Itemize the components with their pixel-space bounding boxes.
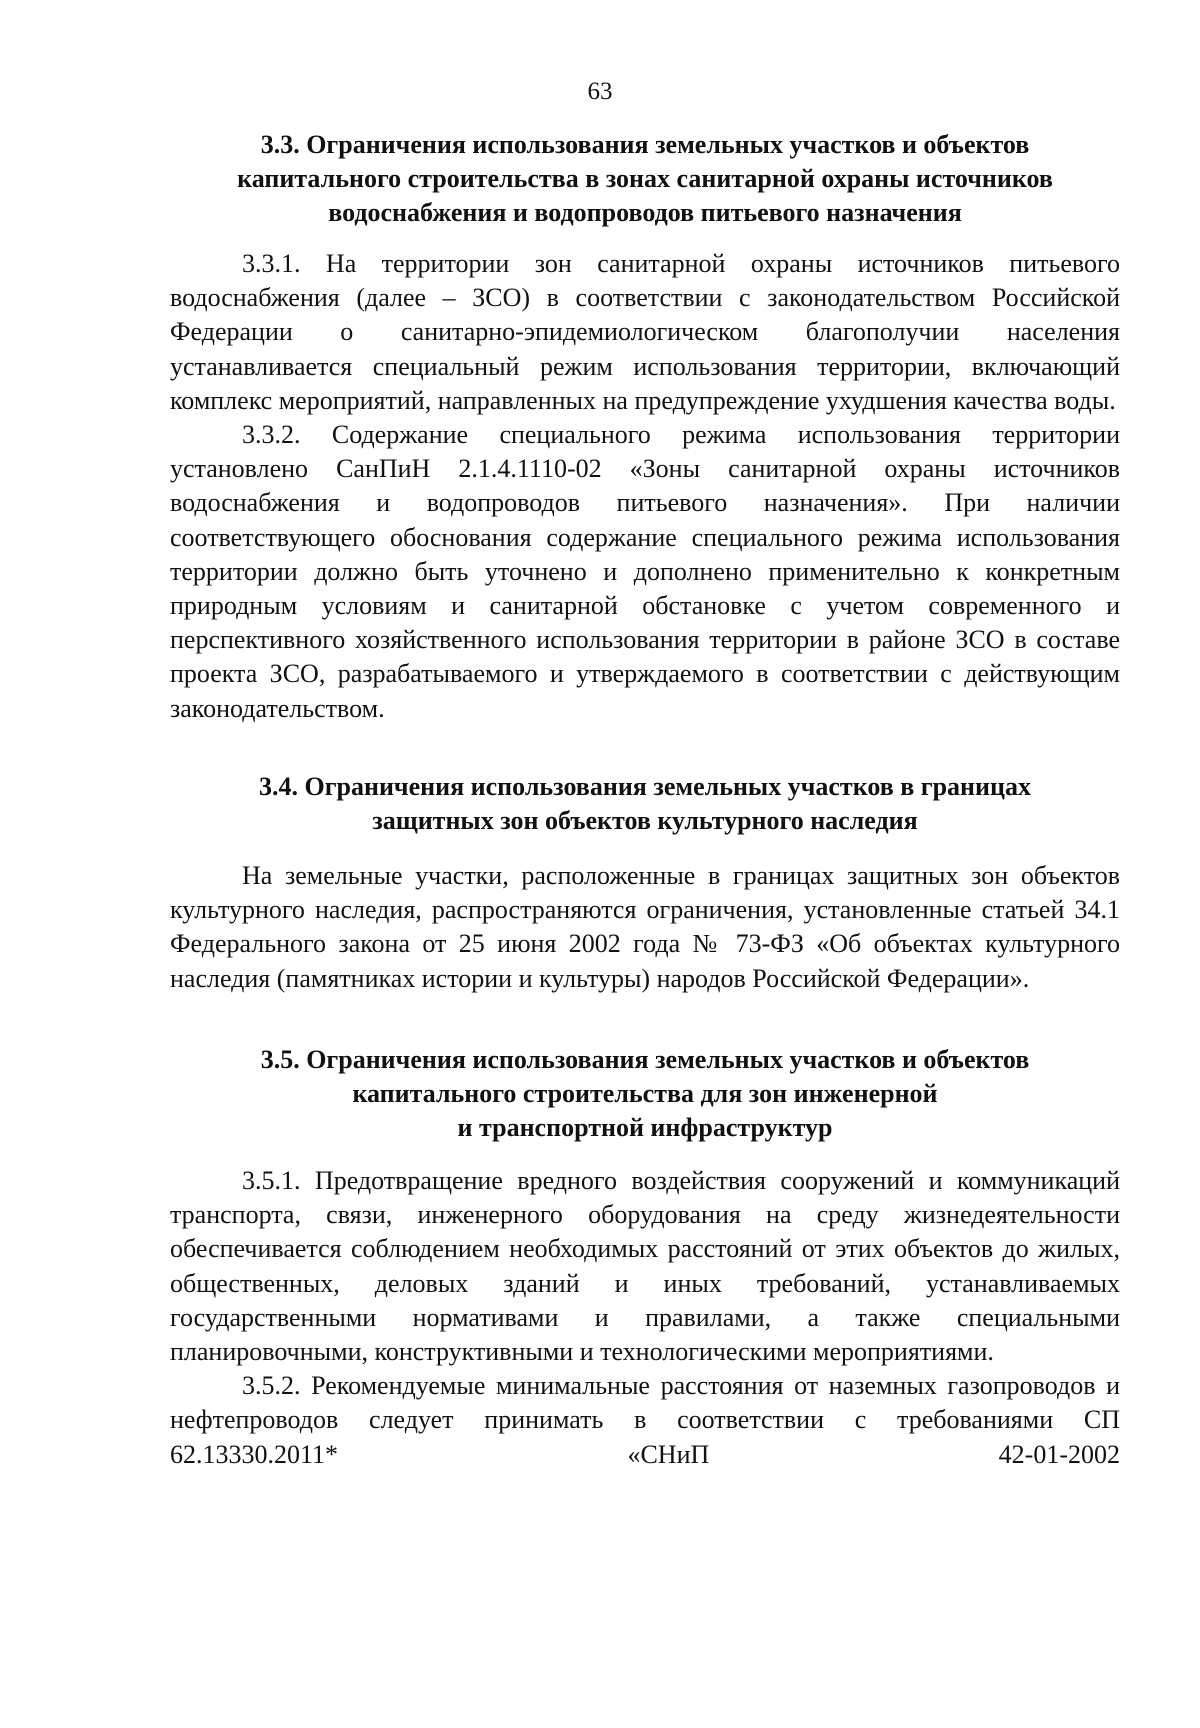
paragraph-3-4: На земельные участки, расположенные в границах защитных зон объектов культурного наследия, распространяются ограничения, установленные статьей 34.1 Федерального закона от 25 июня 2002 года № 73-ФЗ «Об объектах культурного наследия (памятниках истории и культуры) народов Российской Федерации». [170,861,1120,993]
paragraph-3-3-1: 3.3.1. На территории зон санитарной охраны источников питьевого водоснабжения (далее – ЗСО) в соответствии с законодательством Российской Федерации о санитарно-эпидемиологическом благополучии населения устанавливается специальный режим использования территории, включающий комплекс мероприятий, направленных на предупреждение ухудшения качества воды. [170,249,1120,415]
paragraph-3-5-1: 3.5.1. Предотвращение вредного воздействия сооружений и коммуникаций транспорта, связи, инженерного оборудования на среду жизнедеятельности обеспечивается соблюдением необходимых расстояний от этих объектов до жилых, общественных, деловых зданий и иных требований, устанавливаемых государственными нормативами и правилами, а также специальными планировочными, конструктивными и технологическими мероприятиями. [170,1166,1120,1367]
section-heading [170,770,1120,838]
heading-line: водоснабжения и водопроводов питьевого назначения [328,198,962,227]
heading-line: защитных зон объектов культурного наследия [372,806,918,835]
heading-line: 3.5. Ограничения использования земельных участков и объектов [260,1045,1030,1074]
section-3-4-body [170,859,1120,996]
section-heading [170,1043,1120,1145]
heading-line: капитального строительства в зонах санитарной охраны источников [237,164,1053,193]
heading-line: и транспортной инфраструктур [457,1113,833,1142]
page-number: 63 [587,78,613,105]
section-heading [170,128,1120,230]
section-3-4 [170,770,1120,838]
heading-line: 3.3. Ограничения использования земельных участков и объектов [260,130,1030,159]
heading-line: 3.4. Ограничения использования земельных участков в границах [258,772,1031,801]
section-3-5 [170,1043,1120,1145]
section-3-3-body [170,247,1120,726]
heading-line: капитального строительства для зон инженерной [352,1079,938,1108]
paragraph-3-3-2: 3.3.2. Содержание специального режима использования территории установлено СанПиН 2.1.4.1110-02 «Зоны санитарной охраны источников водоснабжения и водопроводов питьевого назначения». При наличии соответствующего обоснования содержание специального режима использования территории должно быть уточнено и дополнено применительно к конкретным природным условиям и санитарной обстановке с учетом современного и перспективного хозяйственного использования территории в районе ЗСО в составе проекта ЗСО, разрабатываемого и утверждаемого в соответствии с действующим законодательством. [170,420,1120,723]
section-3-5-body [170,1164,1120,1472]
section-3-3 [170,128,1120,230]
paragraph-3-5-2: 3.5.2. Рекомендуемые минимальные расстояния от наземных газопроводов и нефтепроводов следует принимать в соответствии с требованиями СП 62.13330.2011* «СНиП 42-01-2002 [170,1371,1120,1469]
